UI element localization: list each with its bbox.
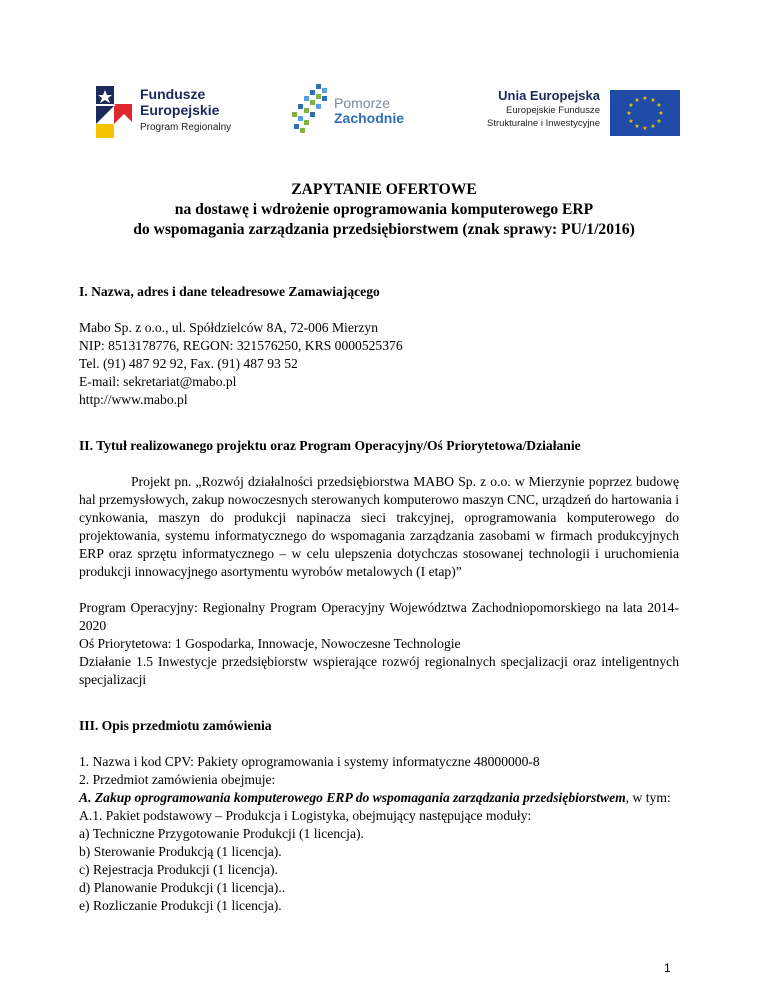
item-a-title: A. Zakup oprogramowania komputerowego ERP do wspomagania zarządzania przedsiębiorstwem: [79, 790, 626, 805]
module-item: b) Sterowanie Produkcją (1 licencja).: [79, 844, 282, 859]
contact-block: [79, 319, 679, 409]
item-a-suffix: , w tym:: [625, 790, 671, 805]
ue-line1: Unia Europejska: [498, 88, 600, 103]
contact-email: E-mail: sekretariat@mabo.pl: [79, 374, 237, 389]
pomorze-zachodnie-logo: [290, 82, 420, 140]
svg-text:★: ★: [628, 118, 634, 125]
svg-text:★: ★: [634, 97, 640, 104]
contact-line: Mabo Sp. z o.o., ul. Spółdzielców 8A, 72-006 Mierzyn: [79, 320, 379, 335]
program-operacyjny: Program Operacyjny: Regionalny Program Operacyjny Województwa Zachodniopomorskiego na lata 2014-2020: [79, 600, 679, 633]
title-line3: do wspomagania zarządzania przedsiębiorstwem (znak sprawy: PU/1/2016): [133, 221, 635, 238]
fundusze-europejskie-logo: [92, 82, 272, 140]
scope-item: 2. Przedmiot zamówienia obejmuje:: [79, 772, 276, 787]
fe-line3: Program Regionalny: [140, 122, 232, 133]
section1-heading: I. Nazwa, adres i dane teleadresowe Zamawiającego: [79, 284, 380, 299]
contact-line: NIP: 8513178776, REGON: 321576250, KRS 0000525376: [79, 338, 403, 353]
fe-line1: Fundusze: [140, 86, 206, 102]
document-title: [60, 180, 708, 240]
unia-europejska-logo: [464, 88, 682, 140]
module-item: d) Planowanie Produkcji (1 licencja)..: [79, 880, 286, 895]
title-line1: ZAPYTANIE OFERTOWE: [291, 181, 477, 198]
contact-line: Tel. (91) 487 92 92, Fax. (91) 487 93 52: [79, 356, 298, 371]
svg-text:★: ★: [650, 97, 656, 104]
section2-heading: II. Tytuł realizowanego projektu oraz Program Operacyjny/Oś Priorytetowa/Działanie: [79, 438, 581, 453]
pz-line1: Pomorze: [334, 95, 391, 111]
svg-text:★: ★: [634, 123, 640, 130]
dzialanie: Działanie 1.5 Inwestycje przedsiębiorstw wspierające rozwój regionalnych specjalizacji oraz inteligentnych specjalizacji: [79, 654, 679, 687]
svg-text:★: ★: [626, 110, 632, 117]
module-item: e) Rozliczanie Produkcji (1 licencja).: [79, 898, 282, 913]
section3-heading: III. Opis przedmiotu zamówienia: [79, 718, 272, 733]
title-line2: na dostawę i wdrożenie oprogramowania komputerowego ERP: [174, 201, 594, 218]
os-priorytetowa: Oś Priorytetowa: 1 Gospodarka, Innowacje, Nowoczesne Technologie: [79, 636, 461, 651]
svg-text:★: ★: [656, 102, 662, 109]
pz-line2: Zachodnie: [334, 110, 405, 126]
logo-header: [92, 82, 682, 142]
ue-line3: Strukturalne i Inwestycyjne: [487, 118, 600, 129]
svg-text:★: ★: [658, 110, 664, 117]
ue-line2: Europejskie Fundusze: [506, 105, 600, 116]
contact-website: http://www.mabo.pl: [79, 392, 188, 407]
package-a1: A.1. Pakiet podstawowy – Produkcja i Logistyka, obejmujący następujące moduły:: [79, 808, 532, 823]
fe-line2: Europejskie: [140, 102, 220, 118]
module-item: c) Rejestracja Produkcji (1 licencja).: [79, 862, 278, 877]
fe-star-icon: [92, 84, 132, 138]
svg-text:★: ★: [650, 123, 656, 130]
cpv-item: 1. Nazwa i kod CPV: Pakiety oprogramowania i systemy informatyczne 48000000-8: [79, 754, 540, 769]
document-body: [79, 283, 679, 915]
svg-text:★: ★: [642, 95, 648, 102]
svg-text:★: ★: [628, 102, 634, 109]
svg-text:★: ★: [656, 118, 662, 125]
item-a: [79, 789, 679, 807]
svg-text:★: ★: [642, 125, 648, 132]
eu-flag-icon: [610, 90, 680, 136]
module-item: a) Techniczne Przygotowanie Produkcji (1 licencja).: [79, 826, 364, 841]
project-description: Projekt pn. „Rozwój działalności przedsiębiorstwa MABO Sp. z o.o. w Mierzynie poprzez budowę hal przemysłowych, zakup nowoczesnych sterowanych komputerowo maszyn CNC, urządzeń do hartowania i cynkowania, maszyn do produkcji napinacza sieci trakcyjnej, oprogramowania komputerowego do projektowania, systemu informatycznego do wspomagania zarządzania zasobami w firmach produkcyjnych ERP oraz sprzętu informatycznego – w celu ulepszenia dotychczas stosowanej technologii i uruchomienia produkcji innowacyjnego asortymentu wyrobów metalowych (I etap)”: [79, 474, 679, 579]
page-number: 1: [664, 961, 671, 975]
